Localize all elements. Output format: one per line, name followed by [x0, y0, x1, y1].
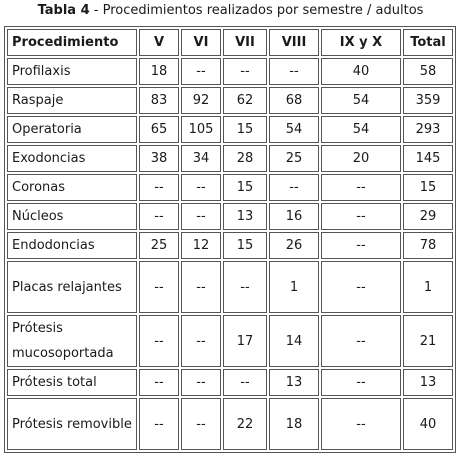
table-row [7, 398, 453, 450]
row-label: Exodoncias [7, 145, 137, 172]
cell-ix-x: -- [321, 398, 401, 450]
cell-vii: -- [223, 261, 267, 313]
header-semester-v: V [139, 29, 179, 56]
table-row [7, 116, 453, 143]
cell-viii: 26 [269, 232, 319, 259]
cell-total: 58 [403, 58, 453, 85]
cell-vi: -- [181, 369, 221, 396]
row-label: Raspaje [7, 87, 137, 114]
cell-viii: 25 [269, 145, 319, 172]
row-label: Endodoncias [7, 232, 137, 259]
cell-v: -- [139, 315, 179, 367]
cell-ix-x: 20 [321, 145, 401, 172]
table-row [7, 315, 453, 367]
cell-total: 78 [403, 232, 453, 259]
cell-vi: -- [181, 58, 221, 85]
header-row [7, 29, 453, 56]
cell-v: -- [139, 261, 179, 313]
cell-vii: 62 [223, 87, 267, 114]
cell-vii: 15 [223, 232, 267, 259]
cell-vi: -- [181, 315, 221, 367]
cell-vii: -- [223, 58, 267, 85]
cell-ix-x: 40 [321, 58, 401, 85]
cell-viii: -- [269, 174, 319, 201]
cell-vii: 15 [223, 116, 267, 143]
cell-vi: -- [181, 174, 221, 201]
table-caption-text: - Procedimientos realizados por semestre / adultos [89, 3, 424, 18]
cell-v: 18 [139, 58, 179, 85]
cell-v: -- [139, 174, 179, 201]
cell-vi: -- [181, 398, 221, 450]
row-label: Operatoria [7, 116, 137, 143]
row-label: Prótesis removible [7, 398, 137, 450]
cell-viii: -- [269, 58, 319, 85]
cell-v: -- [139, 398, 179, 450]
cell-total: 13 [403, 369, 453, 396]
cell-viii: 16 [269, 203, 319, 230]
table-row [7, 58, 453, 85]
table-caption-label: Tabla 4 [37, 3, 90, 18]
table-row [7, 87, 453, 114]
cell-ix-x: 54 [321, 116, 401, 143]
row-label: Prótesis mucosoportada [7, 315, 137, 367]
cell-v: -- [139, 369, 179, 396]
cell-viii: 18 [269, 398, 319, 450]
cell-vii: -- [223, 369, 267, 396]
cell-vii: 22 [223, 398, 267, 450]
header-semester-vii: VII [223, 29, 267, 56]
header-procedimiento: Procedimiento [7, 29, 137, 56]
cell-vi: -- [181, 261, 221, 313]
cell-v: 65 [139, 116, 179, 143]
cell-total: 29 [403, 203, 453, 230]
cell-ix-x: -- [321, 174, 401, 201]
cell-ix-x: -- [321, 369, 401, 396]
header-semester-viii: VIII [269, 29, 319, 56]
cell-v: -- [139, 203, 179, 230]
row-label: Placas relajantes [7, 261, 137, 313]
cell-total: 1 [403, 261, 453, 313]
cell-vi: 12 [181, 232, 221, 259]
cell-ix-x: 54 [321, 87, 401, 114]
cell-total: 359 [403, 87, 453, 114]
cell-ix-x: -- [321, 203, 401, 230]
cell-total: 293 [403, 116, 453, 143]
header-semester-ix-x: IX y X [321, 29, 401, 56]
table-row [7, 232, 453, 259]
row-label: Núcleos [7, 203, 137, 230]
table-row [7, 203, 453, 230]
header-total: Total [403, 29, 453, 56]
cell-viii: 68 [269, 87, 319, 114]
cell-viii: 1 [269, 261, 319, 313]
cell-vi: 34 [181, 145, 221, 172]
table-row [7, 174, 453, 201]
row-label: Profilaxis [7, 58, 137, 85]
cell-vi: -- [181, 203, 221, 230]
header-semester-vi: VI [181, 29, 221, 56]
cell-vii: 28 [223, 145, 267, 172]
cell-viii: 13 [269, 369, 319, 396]
cell-viii: 54 [269, 116, 319, 143]
cell-ix-x: -- [321, 232, 401, 259]
table-row [7, 145, 453, 172]
cell-total: 145 [403, 145, 453, 172]
cell-vii: 13 [223, 203, 267, 230]
row-label: Prótesis total [7, 369, 137, 396]
cell-total: 40 [403, 398, 453, 450]
cell-vi: 105 [181, 116, 221, 143]
table-row [7, 369, 453, 396]
cell-v: 25 [139, 232, 179, 259]
cell-total: 21 [403, 315, 453, 367]
cell-total: 15 [403, 174, 453, 201]
cell-viii: 14 [269, 315, 319, 367]
cell-ix-x: -- [321, 315, 401, 367]
cell-vi: 92 [181, 87, 221, 114]
table-caption [0, 3, 461, 19]
cell-vii: 15 [223, 174, 267, 201]
cell-vii: 17 [223, 315, 267, 367]
cell-v: 38 [139, 145, 179, 172]
row-label: Coronas [7, 174, 137, 201]
cell-v: 83 [139, 87, 179, 114]
procedures-table [4, 26, 456, 453]
cell-ix-x: -- [321, 261, 401, 313]
table-row [7, 261, 453, 313]
